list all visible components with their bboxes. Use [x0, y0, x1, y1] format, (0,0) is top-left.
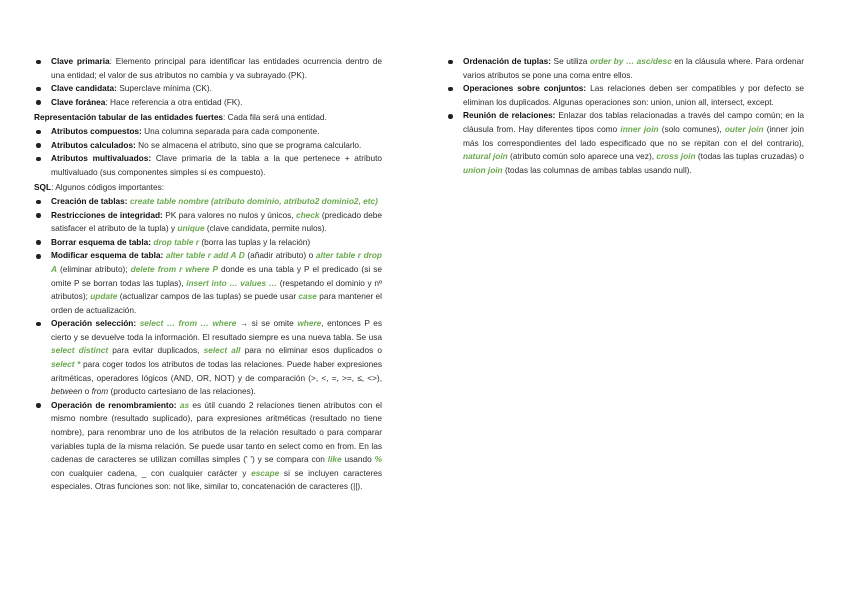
- item-text: Las relaciones deben ser compatibles y por defecto se eliminan los duplicados. Algunas operaciones son: union, union all, intersect, except.: [463, 83, 804, 107]
- keyword: like: [327, 454, 342, 465]
- keyword: insert into … values …: [186, 277, 278, 288]
- term: Modificar esquema de tabla:: [51, 250, 164, 261]
- item-text: (clave candidata, permite nulos).: [204, 223, 327, 234]
- keyword: inner join: [620, 123, 659, 134]
- item-text: → si se omite: [236, 318, 298, 329]
- term: Borrar esquema de tabla:: [51, 236, 152, 247]
- keyword: update: [90, 291, 118, 302]
- list-item: [34, 209, 382, 236]
- keyword: select distinct: [51, 345, 109, 356]
- term: Restricciones de integridad:: [51, 209, 163, 220]
- item-text: PK para valores no nulos y únicos,: [162, 209, 296, 220]
- term: Clave primaria: [51, 56, 110, 66]
- keyword: drop table r: [153, 236, 200, 247]
- item-text: (todas las tuplas cruzadas) o: [695, 151, 805, 162]
- list-item: [34, 249, 382, 317]
- keyword: delete from r where P: [130, 263, 218, 274]
- italic-text: from: [91, 386, 109, 397]
- term: Operación selección:: [51, 318, 137, 329]
- item-text: (inner join más los correspondientes del lado especificado que no se repitan con el del contrario),: [463, 123, 805, 148]
- item-text: : Elemento principal para identificar las entidades ocurrencia dentro de una entidad; el valor de sus atributos no cambia y va subrayado (PK).: [51, 56, 383, 80]
- item-text: para evitar duplicados,: [108, 345, 204, 356]
- term: Reunión de relaciones:: [463, 110, 556, 121]
- item-text: (respetando el dominio y nº atributos);: [51, 277, 382, 302]
- keyword: select all: [203, 345, 241, 356]
- list-item: [34, 152, 382, 179]
- term: Atributos compuestos:: [51, 125, 142, 136]
- list-item: [34, 399, 382, 494]
- term: Creación de tablas:: [51, 195, 128, 206]
- term: Representación tabular de las entidades fuertes: [34, 112, 224, 123]
- item-text: o: [82, 386, 92, 397]
- list-item: [34, 236, 382, 250]
- italic-text: between: [51, 386, 83, 397]
- item-text: (atributo común solo aparece una vez),: [507, 151, 657, 162]
- term: Clave candidata:: [51, 83, 117, 94]
- item-text: (solo comunes),: [658, 123, 725, 134]
- keyword: escape: [251, 467, 280, 478]
- item-text: con cualquier cadena, _ con cualquier carácter y: [51, 467, 252, 478]
- term: Atributos calculados:: [51, 139, 136, 150]
- list-item: [446, 109, 804, 177]
- right-column: [446, 55, 804, 177]
- keyword: unique: [177, 223, 205, 234]
- item-text: (actualizar campos de las tuplas) se puede usar: [117, 291, 299, 302]
- keyword: alter table r add A D: [165, 250, 245, 261]
- item-text: (predicado debe satisfacer el atributo de la tupla) y: [51, 209, 382, 234]
- item-text: en la cláusula where. Para ordenar varios atributos se pone una coma entre ellos.: [463, 56, 805, 80]
- term: Ordenación de tuplas:: [463, 56, 552, 66]
- keyword: cross join: [656, 151, 696, 162]
- item-text: : Hace referencia a otra entidad (FK).: [105, 96, 243, 107]
- keyword: union join: [463, 164, 503, 175]
- paragraph: [34, 111, 382, 125]
- term: Atributos multivaluados:: [51, 153, 152, 164]
- keyword: case: [298, 291, 317, 302]
- item-text: para coger todos los atributos de todas las relaciones. Puede haber expresiones aritméticas, operadores lógicos (AND, OR, NOT) y de comparación (>, <, =, >=, ≤, <>),: [51, 359, 383, 383]
- keyword: as: [179, 399, 190, 410]
- item-text: si se incluyen caracteres especiales. Otras funciones son: not like, similar to, concatenación de caracteres (||).: [51, 467, 383, 492]
- list-item: [34, 317, 382, 399]
- term: SQL: [34, 182, 52, 193]
- paragraph: [34, 181, 382, 195]
- item-text: : Cada fila será una entidad.: [223, 112, 327, 123]
- item-text: para no eliminar esos duplicados o: [240, 345, 382, 356]
- item-text: para mantener el orden de actualización.: [51, 291, 382, 315]
- keyword: check: [295, 209, 320, 220]
- item-text: Clave primaria de la tabla a la que pertenece + atributo multivaluado (sus componentes simples si es compuesto).: [51, 153, 382, 177]
- keyword: outer join: [724, 123, 764, 134]
- keyword: select *: [51, 359, 81, 370]
- keyword: select … from … where: [139, 318, 237, 329]
- sql-list-continued: [446, 55, 804, 177]
- item-text: No se almacena el atributo, sino que se programa calcularlo.: [135, 139, 362, 150]
- item-text: (producto cartesiano de las relaciones).: [108, 386, 256, 397]
- list-item: [34, 96, 382, 110]
- keyword: create table nombre (atributo dominio, atributo2 dominio2, etc): [129, 195, 378, 206]
- item-text: es útil cuando 2 relaciones tienen atributos con el mismo nombre (resultado suplicado), para expresiones aritméticas (resultado no tiene nombre), para renombrar uno de los atributos de la relación resultado o para comparar variables tupla de la misma relación. Se puede usar tanto en select como en from. En las cadenas de caracteres se utilizan comillas simples (' ') y se compara con: [51, 399, 382, 465]
- keyword: natural join: [463, 151, 508, 162]
- term: Operación de renombramiento:: [51, 399, 177, 410]
- item-text: (eliminar atributo);: [57, 263, 131, 274]
- list-item: [34, 125, 382, 139]
- list-item: [34, 195, 382, 209]
- item-text: donde es una tabla y P el predicado (si se omite P se borran todas las tuplas),: [51, 263, 382, 288]
- item-text: : Algunos códigos importantes:: [51, 182, 165, 193]
- sql-list: [34, 195, 382, 494]
- list-item: [34, 139, 382, 153]
- item-text: , entonces P es cierto y se devuelve toda la información. El resultado siempre es una nueva tabla. Se usa: [51, 318, 383, 342]
- item-text: (todas las columnas de ambas tablas usando null).: [502, 164, 692, 175]
- keyword: where: [297, 318, 322, 329]
- list-item: [446, 82, 804, 109]
- item-text: usando: [341, 454, 375, 465]
- attributes-list: [34, 125, 382, 179]
- item-text: (añadir atributo) o: [244, 250, 316, 261]
- item-text: Superclave mínima (CK).: [116, 83, 212, 94]
- list-item: [34, 82, 382, 96]
- keys-list: [34, 55, 382, 109]
- item-text: Una columna separada para cada componente.: [141, 125, 320, 136]
- item-text: Enlazar dos tablas relacionadas a través del campo común; en la cláusula from. Hay diferentes tipos como: [463, 110, 804, 134]
- list-item: [34, 55, 382, 82]
- keyword: %: [374, 454, 382, 465]
- left-column: [34, 55, 382, 494]
- keyword: alter table r drop A: [51, 250, 383, 274]
- item-text: (borra las tuplas y la relación): [199, 236, 311, 247]
- term: Operaciones sobre conjuntos:: [463, 83, 587, 94]
- term: Clave foránea: [51, 96, 106, 107]
- list-item: [446, 55, 804, 82]
- keyword: order by … asc/desc: [589, 56, 672, 66]
- item-text: Se utiliza: [551, 56, 590, 66]
